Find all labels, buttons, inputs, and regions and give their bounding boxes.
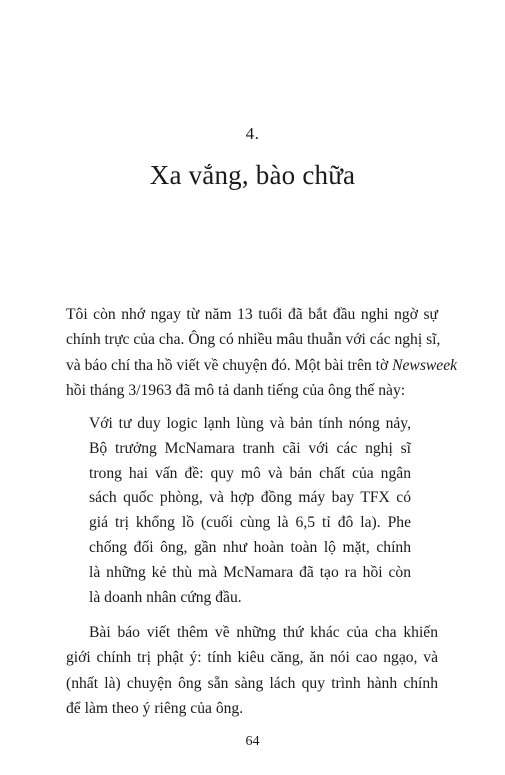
chapter-number: 4. bbox=[245, 124, 260, 143]
paragraph-1-line-3 bbox=[66, 353, 458, 378]
quote-line-7: là những kẻ thù mà McNamara đã tạo ra hồi còn bbox=[89, 563, 411, 581]
paragraph-2-line-3: (nhất là) chuyện ông sẵn sàng lách quy trình hành chính bbox=[66, 674, 438, 692]
quote-line-8: là doanh nhân cứng đầu. bbox=[89, 588, 242, 606]
paragraph-2-line-2: giới chính trị phật ý: tính kiêu căng, ăn nói cao ngạo, và bbox=[66, 649, 438, 667]
chapter-title: Xa vắng, bào chữa bbox=[149, 160, 356, 190]
paragraph-1 bbox=[66, 302, 458, 403]
quote-line-4: sách quốc phòng, và hợp đồng máy bay TFX có bbox=[89, 489, 411, 507]
quote-line-5: giá trị khổng lồ (cuối cùng là 6,5 tỉ đô la). Phe bbox=[89, 514, 411, 532]
paragraph-2-line-1: Bài báo viết thêm về những thứ khác của cha khiến bbox=[89, 624, 438, 641]
paragraph-1-line-1: Tôi còn nhớ ngay từ năm 13 tuổi đã bắt đầu nghi ngờ sự bbox=[66, 306, 438, 323]
publication-name: Newsweek bbox=[392, 356, 458, 374]
quote-line-3: trong hai vấn đề: quy mô và bản chất của ngân bbox=[89, 464, 411, 482]
paragraph-2-line-4: để làm theo ý riêng của ông. bbox=[66, 699, 244, 717]
quote-line-2: Bộ trưởng McNamara tranh cãi với các nghị sĩ bbox=[89, 439, 411, 457]
block-quote bbox=[89, 412, 411, 610]
paragraph-1-line-2: chính trực của cha. Ông có nhiều mâu thuẫn với các nghị sĩ, bbox=[66, 331, 441, 349]
quote-line-1: Với tư duy logic lạnh lùng và bản tính nóng nảy, bbox=[89, 415, 411, 432]
quote-line-6: chống đối ông, gần như hoàn toàn lộ mặt, chính bbox=[89, 538, 411, 556]
paragraph-1-line-3-text: và báo chí tha hồ viết về chuyện đó. Một bài trên tờ bbox=[66, 356, 393, 374]
paragraph-2 bbox=[66, 620, 438, 721]
paragraph-1-line-4: hồi tháng 3/1963 đã mô tả danh tiếng của ông thế này: bbox=[66, 381, 406, 399]
page-number: 64 bbox=[245, 734, 260, 749]
